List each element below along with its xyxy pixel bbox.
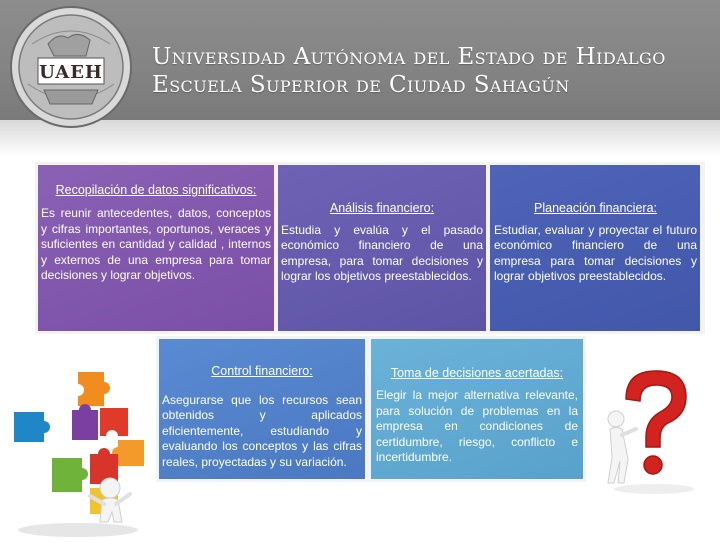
box-title: Recopilación de datos significativos:	[55, 183, 257, 197]
school-name: Escuela Superior de Ciudad Sahagún	[152, 72, 570, 98]
box-toma-decisiones	[371, 339, 583, 479]
seal-text: UAEH	[39, 62, 103, 83]
box-title: Toma de decisiones acertadas:	[390, 366, 564, 380]
box-body: Estudiar, evaluar y proyectar el futuro económico financiero de una empresa para tomar decisiones y lograr objetivos preestablecidos.	[494, 222, 697, 283]
box-title: Análisis financiero:	[329, 201, 435, 215]
box-body: Estudia y evalúa y el pasado económico financiero de una empresa, para tomar decisiones y lograr los objetivos preestablecidos.	[281, 222, 483, 283]
box-body: Elegir la mejor alternativa relevante, para solución de problemas en la empresa en condiciones de certidumbre, riesgo, conflicto e incertidumbre.	[376, 388, 578, 464]
box-body: Es reunir antecedentes, datos, conceptos y cifras importantes, oportunos, veraces y suficientes en cantidad y calidad , internos y externos de una empresa para tomar decisiones y lograr objetivos.	[41, 206, 271, 282]
university-seal-icon	[8, 4, 134, 130]
box-planeacion	[490, 165, 700, 331]
university-name: Universidad Autónoma del Estado de Hidalgo	[152, 44, 666, 70]
box-title: Planeación financiera:	[534, 201, 657, 215]
box-analisis	[278, 165, 486, 331]
box-title: Control financiero:	[211, 364, 313, 378]
puzzle-figure-icon	[0, 368, 160, 540]
box-control	[159, 339, 365, 479]
box-recopilacion	[38, 165, 274, 331]
box-body: Asegurarse que los recursos sean obtenidos y aplicados eficientemente, estudiando y evaluando los conceptos y las cifras reales, proyectadas y su variación.	[162, 392, 362, 469]
question-mark-icon	[596, 365, 712, 495]
